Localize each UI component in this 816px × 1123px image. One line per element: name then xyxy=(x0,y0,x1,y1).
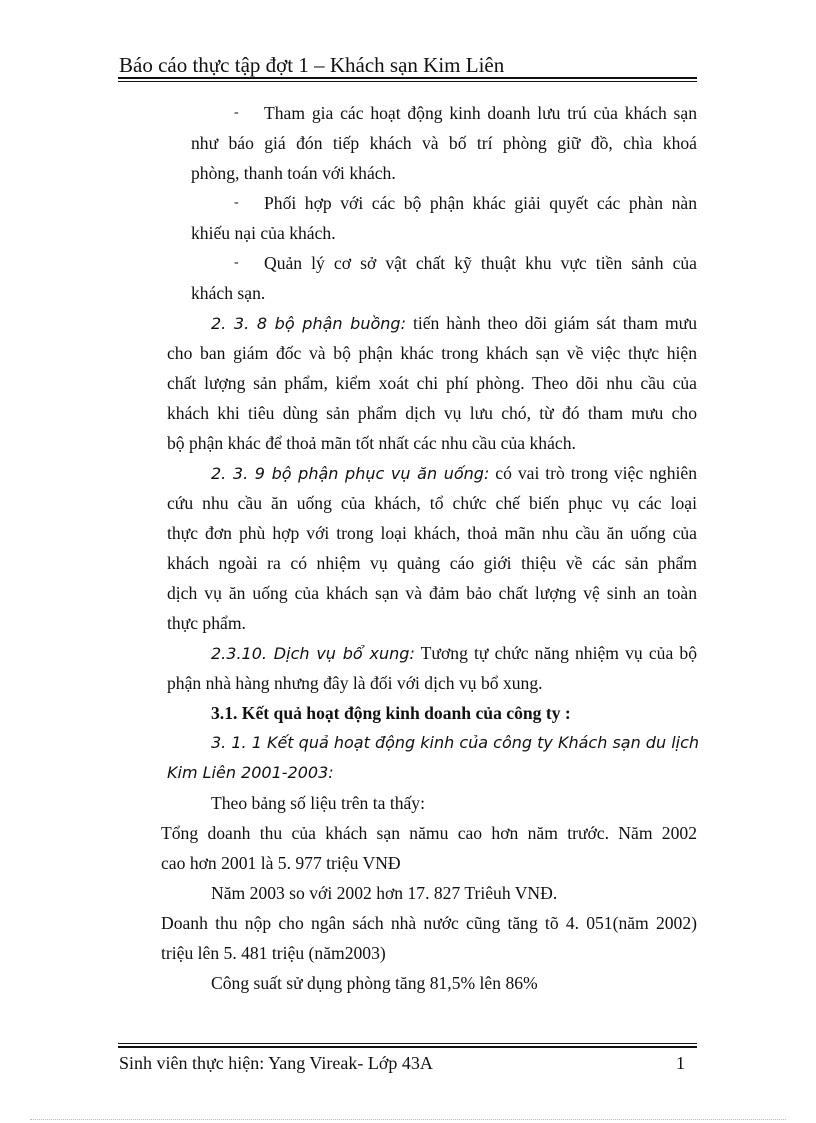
header-rule-thick xyxy=(118,77,697,79)
section-2310-text: Tương tự chức năng nhiệm vụ của bộ xyxy=(414,643,698,663)
bullet-marker: - xyxy=(234,255,239,270)
header-title: Báo cáo thực tập đợt 1 – Khách sạn Kim Liên xyxy=(119,53,505,77)
statement-2-line-1: Tổng doanh thu của khách sạn nămu cao hơn năm trước. Năm 2002 xyxy=(161,823,697,843)
bullet-2-line-2: khiếu nại của khách. xyxy=(191,223,336,243)
page-number: 1 xyxy=(676,1053,685,1073)
subheading-line-1: 3. 1. 1 Kết quả hoạt động kinh của công ty Khách sạn du lịch xyxy=(211,733,700,752)
statement-4-line-2: triệu lên 5. 481 triệu (năm2003) xyxy=(161,943,386,963)
section-238-line-2: cho ban giám đốc và bộ phận khác trong khách sạn về việc thực hiện xyxy=(167,343,697,363)
section-238-line-1 xyxy=(211,308,697,338)
statement-3: Năm 2003 so với 2002 hơn 17. 827 Triêuh VNĐ. xyxy=(211,883,558,903)
footer-rule-thin xyxy=(118,1043,697,1044)
section-239-line-6: thực phẩm. xyxy=(167,613,246,633)
section-239-line-3: thực đơn phù hợp với trong loại khách, thoả mãn nhu cầu ăn uống của xyxy=(167,523,697,543)
statement-1: Theo bảng số liệu trên ta thấy: xyxy=(211,793,425,813)
header-rule-thin xyxy=(118,81,697,82)
section-239-text: có vai trò trong việc nghiên xyxy=(489,463,697,483)
section-2310-heading: 2.3.10. Dịch vụ bổ xung: xyxy=(211,644,415,663)
section-2310-line-2: phận nhà hàng nhưng đây là đối với dịch vụ bổ xung. xyxy=(167,673,543,693)
section-238-line-5: bộ phận khác để thoả mãn tốt nhất các nhu cầu của khách. xyxy=(167,433,576,453)
statement-4-line-1: Doanh thu nộp cho ngân sách nhà nước cũng tăng tõ 4. 051(năm 2002) xyxy=(161,913,697,933)
section-239-line-2: cứu nhu cầu ăn uống của khách, tổ chức chế biến phục vụ các loại xyxy=(167,493,697,513)
section-238-heading: 2. 3. 8 bộ phận buồng: xyxy=(211,314,406,333)
bullet-1-line-2: như báo giá đón tiếp khách và bố trí phòng giữ đồ, chìa khoá xyxy=(191,133,697,153)
section-238-line-3: chất lượng sản phẩm, kiểm xoát chi phí phòng. Theo dõi nhu cầu của xyxy=(167,373,697,393)
section-31-heading: 3.1. Kết quả hoạt động kinh doanh của công ty : xyxy=(211,703,571,723)
section-239-heading: 2. 3. 9 bộ phận phục vụ ăn uống: xyxy=(211,464,490,483)
bullet-1-line-1: Tham gia các hoạt động kinh doanh lưu trú của khách sạn xyxy=(264,103,697,123)
section-239-line-4: khách ngoài ra có nhiệm vụ quảng cáo giới thiệu về các sản phẩm xyxy=(167,553,697,573)
bullet-1-line-3: phòng, thanh toán với khách. xyxy=(191,163,396,183)
bullet-marker: - xyxy=(234,105,239,120)
bullet-2-line-1: Phối hợp với các bộ phận khác giải quyết các phàn nàn xyxy=(264,193,697,213)
page-edge-dotted-line xyxy=(30,1119,786,1120)
statement-5: Công suất sử dụng phòng tăng 81,5% lên 86% xyxy=(211,973,538,993)
bullet-3-line-1: Quản lý cơ sở vật chất kỹ thuật khu vực tiền sảnh của xyxy=(264,253,697,273)
statement-2-line-2: cao hơn 2001 là 5. 977 triệu VNĐ xyxy=(161,853,401,873)
footer-author: Sinh viên thực hiện: Yang Vireak- Lớp 43A xyxy=(119,1053,433,1073)
subheading-line-2: Kim Liên 2001-2003: xyxy=(167,763,334,782)
section-238-line-4: khách khi tiêu dùng sản phẩm dịch vụ lưu chó, từ đó tham mưu cho xyxy=(167,403,697,423)
bullet-marker: - xyxy=(234,195,239,210)
section-238-text: tiến hành theo dõi giám sát tham mưu xyxy=(405,313,697,333)
section-239-line-5: dịch vụ ăn uống của khách sạn và đảm bảo chất lượng vệ sinh an toàn xyxy=(167,583,697,603)
bullet-3-line-2: khách sạn. xyxy=(191,283,266,303)
section-239-line-1 xyxy=(211,458,697,488)
footer-rule-thick xyxy=(118,1046,697,1048)
section-2310-line-1 xyxy=(211,638,697,668)
